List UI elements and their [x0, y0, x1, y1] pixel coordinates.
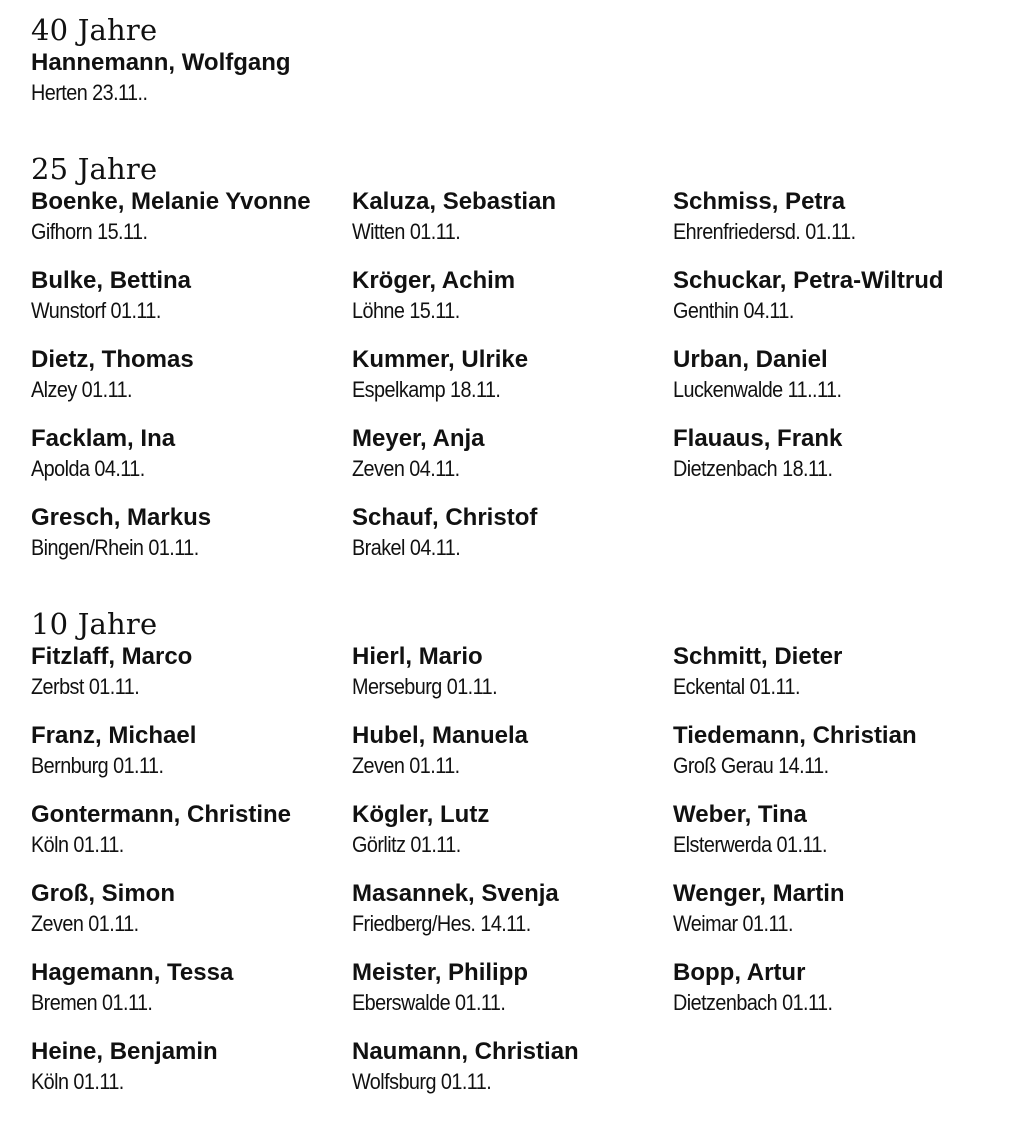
member-entry [352, 800, 673, 879]
member-entry [352, 187, 673, 266]
member-place-date: Bremen 01.11. [31, 990, 153, 1015]
member-name: Kröger, Achim [352, 267, 516, 294]
member-name: Weber, Tina [673, 801, 807, 828]
member-entry [673, 266, 991, 345]
member-entry [31, 345, 352, 424]
member-entry [673, 721, 991, 800]
member-entry [352, 642, 673, 721]
member-place-date: Luckenwalde 11..11. [673, 377, 842, 402]
member-name: Kaluza, Sebastian [352, 188, 557, 215]
member-entry [31, 958, 352, 1037]
member-entry [673, 958, 991, 1037]
member-name: Meyer, Anja [352, 425, 485, 452]
member-entry [31, 1037, 352, 1116]
member-place-date: Eberswalde 01.11. [352, 990, 506, 1015]
member-place-date: Zeven 04.11. [352, 456, 460, 481]
member-place-date: Herten 23.11.. [31, 80, 148, 105]
member-place-date: Görlitz 01.11. [352, 832, 461, 857]
entry-grid [31, 642, 991, 1116]
member-name: Kummer, Ulrike [352, 346, 529, 373]
member-place-date: Zeven 01.11. [31, 911, 139, 936]
member-place-date: Bingen/Rhein 01.11. [31, 535, 199, 560]
member-entry [31, 642, 352, 721]
member-place-date: Weimar 01.11. [673, 911, 793, 936]
member-name: Hierl, Mario [352, 643, 483, 670]
member-entry [31, 879, 352, 958]
section-title: 40 Jahre [31, 13, 158, 47]
member-entry [352, 1037, 673, 1116]
member-entry [352, 266, 673, 345]
member-entry [31, 187, 352, 266]
member-name: Franz, Michael [31, 722, 197, 749]
member-place-date: Espelkamp 18.11. [352, 377, 501, 402]
member-entry [673, 879, 991, 958]
member-place-date: Zeven 01.11. [352, 753, 460, 778]
member-name: Bopp, Artur [673, 959, 806, 986]
member-name: Meister, Philipp [352, 959, 529, 986]
member-name: Flauaus, Frank [673, 425, 843, 452]
member-name: Schuckar, Petra-Wiltrud [673, 267, 944, 294]
member-place-date: Gifhorn 15.11. [31, 219, 148, 244]
member-name: Boenke, Melanie Yvonne [31, 188, 311, 215]
member-name: Gresch, Markus [31, 504, 212, 531]
member-name: Hannemann, Wolfgang [31, 49, 291, 76]
member-name: Wenger, Martin [673, 880, 845, 907]
section-title: 25 Jahre [31, 152, 158, 186]
member-name: Naumann, Christian [352, 1038, 579, 1065]
member-entry [31, 266, 352, 345]
member-entry [31, 424, 352, 503]
member-entry [352, 721, 673, 800]
member-name: Kögler, Lutz [352, 801, 490, 828]
member-place-date: Köln 01.11. [31, 1069, 124, 1094]
member-entry [352, 503, 673, 582]
member-name: Fitzlaff, Marco [31, 643, 193, 670]
member-entry [352, 879, 673, 958]
member-name: Bulke, Bettina [31, 267, 192, 294]
member-name: Schmitt, Dieter [673, 643, 843, 670]
member-place-date: Genthin 04.11. [673, 298, 794, 323]
member-name: Hubel, Manuela [352, 722, 529, 749]
member-place-date: Groß Gerau 14.11. [673, 753, 829, 778]
entry-grid [31, 187, 991, 582]
member-name: Tiedemann, Christian [673, 722, 917, 749]
member-place-date: Ehrenfriedersd. 01.11. [673, 219, 856, 244]
member-place-date: Löhne 15.11. [352, 298, 460, 323]
member-entry [352, 424, 673, 503]
member-entry [673, 345, 991, 424]
member-place-date: Bernburg 01.11. [31, 753, 164, 778]
member-entry [31, 800, 352, 879]
member-name: Dietz, Thomas [31, 346, 194, 373]
member-name: Gontermann, Christine [31, 801, 292, 828]
member-place-date: Merseburg 01.11. [352, 674, 498, 699]
member-place-date: Zerbst 01.11. [31, 674, 140, 699]
member-name: Hagemann, Tessa [31, 959, 234, 986]
member-entry [31, 721, 352, 800]
member-entry [673, 642, 991, 721]
member-place-date: Dietzenbach 01.11. [673, 990, 833, 1015]
member-entry [673, 424, 991, 503]
section-40-jahre [31, 12, 991, 127]
member-entry [673, 800, 991, 879]
section-10-jahre [31, 606, 991, 1116]
member-name: Schauf, Christof [352, 504, 538, 531]
member-name: Facklam, Ina [31, 425, 176, 452]
section-title: 10 Jahre [31, 607, 158, 641]
member-place-date: Wunstorf 01.11. [31, 298, 161, 323]
member-entry [352, 958, 673, 1037]
member-place-date: Köln 01.11. [31, 832, 124, 857]
member-place-date: Wolfsburg 01.11. [352, 1069, 492, 1094]
member-place-date: Alzey 01.11. [31, 377, 133, 402]
member-place-date: Apolda 04.11. [31, 456, 145, 481]
member-entry [352, 345, 673, 424]
member-name: Urban, Daniel [673, 346, 828, 373]
member-name: Groß, Simon [31, 880, 175, 907]
member-entry [31, 503, 352, 582]
member-place-date: Brakel 04.11. [352, 535, 461, 560]
member-name: Schmiss, Petra [673, 188, 846, 215]
member-place-date: Elsterwerda 01.11. [673, 832, 827, 857]
member-name: Masannek, Svenja [352, 880, 559, 907]
member-place-date: Witten 01.11. [352, 219, 461, 244]
member-place-date: Dietzenbach 18.11. [673, 456, 833, 481]
section-25-jahre [31, 151, 991, 582]
entry-grid [31, 48, 991, 127]
member-entry [31, 48, 352, 127]
member-entry [673, 187, 991, 266]
member-place-date: Eckental 01.11. [673, 674, 800, 699]
member-place-date: Friedberg/Hes. 14.11. [352, 911, 531, 936]
member-name: Heine, Benjamin [31, 1038, 218, 1065]
